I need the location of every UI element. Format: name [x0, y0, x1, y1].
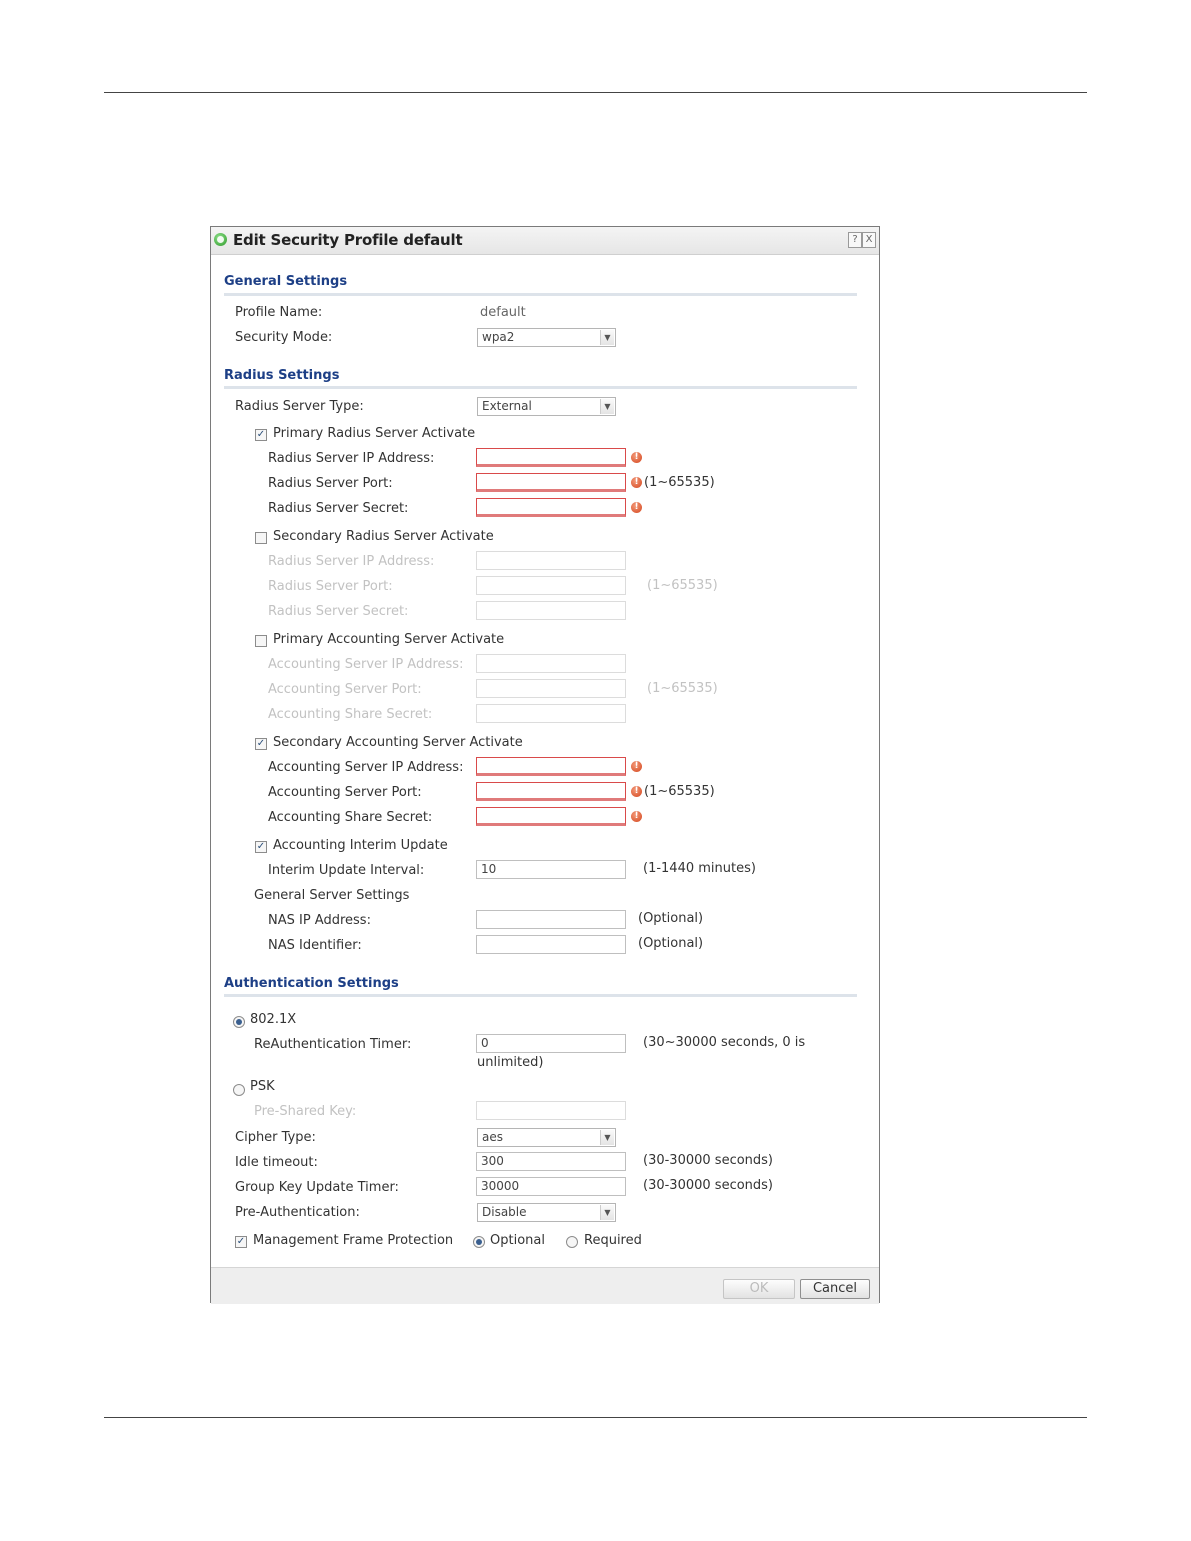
error-icon: !: [631, 452, 642, 463]
primary-accounting-secret-label: Accounting Share Secret:: [268, 707, 433, 722]
group-key-update-timer-label: Group Key Update Timer:: [235, 1180, 399, 1195]
primary-radius-secret-input[interactable]: [476, 498, 626, 517]
error-icon: !: [631, 502, 642, 513]
mfp-optional-radio[interactable]: [473, 1236, 485, 1248]
secondary-accounting-port-input[interactable]: [476, 782, 626, 801]
cipher-type-value: aes: [482, 1130, 503, 1144]
primary-radius-port-input[interactable]: [476, 473, 626, 492]
dot1x-radio[interactable]: [233, 1016, 245, 1028]
primary-radius-activate-checkbox[interactable]: ✓: [256, 429, 266, 440]
nas-ip-optional-hint: (Optional): [638, 911, 704, 926]
accounting-interim-update-label: Accounting Interim Update: [273, 838, 448, 853]
chevron-down-icon: ▼: [600, 1130, 614, 1145]
secondary-radius-activate-checkbox[interactable]: [255, 532, 267, 544]
dialog-footer: [211, 1267, 879, 1304]
error-icon: !: [631, 811, 642, 822]
primary-radius-ip-label: Radius Server IP Address:: [268, 451, 435, 466]
dialog-title: Edit Security Profile default: [233, 231, 463, 249]
secondary-radius-ip-input[interactable]: [476, 551, 626, 570]
radius-server-type-select[interactable]: [477, 397, 616, 416]
idle-timeout-hint: (30-30000 seconds): [643, 1153, 773, 1168]
edit-security-profile-dialog: [210, 226, 880, 1303]
mfp-required-label: Required: [584, 1233, 642, 1248]
edit-icon: [214, 233, 227, 246]
chevron-down-icon: ▼: [600, 330, 614, 345]
security-mode-label: Security Mode:: [235, 330, 333, 345]
pre-shared-key-input[interactable]: [476, 1101, 626, 1120]
group-key-update-timer-hint: (30-30000 seconds): [643, 1178, 773, 1193]
reauthentication-timer-hint: (30~30000 seconds, 0 is: [643, 1035, 806, 1050]
pre-authentication-value: Disable: [482, 1205, 527, 1219]
nas-ip-address-input[interactable]: [476, 910, 626, 929]
nas-identifier-input[interactable]: [476, 935, 626, 954]
management-frame-protection-label: Management Frame Protection: [253, 1233, 454, 1248]
pre-authentication-select[interactable]: [477, 1203, 616, 1222]
secondary-accounting-secret-label: Accounting Share Secret:: [268, 810, 433, 825]
psk-radio[interactable]: [233, 1084, 245, 1096]
primary-accounting-ip-label: Accounting Server IP Address:: [268, 657, 464, 672]
primary-radius-ip-input[interactable]: [476, 448, 626, 467]
primary-radius-secret-label: Radius Server Secret:: [268, 501, 409, 516]
authentication-settings-divider: [224, 994, 857, 997]
secondary-radius-secret-label: Radius Server Secret:: [268, 604, 409, 619]
idle-timeout-label: Idle timeout:: [235, 1155, 318, 1170]
secondary-radius-port-input[interactable]: [476, 576, 626, 595]
chevron-down-icon: ▼: [600, 1205, 614, 1220]
page-top-rule: [104, 92, 1087, 93]
help-icon[interactable]: ?: [848, 232, 862, 248]
radius-settings-heading: Radius Settings: [224, 368, 340, 383]
secondary-accounting-ip-label: Accounting Server IP Address:: [268, 760, 464, 775]
secondary-accounting-ip-input[interactable]: [476, 757, 626, 776]
primary-radius-port-hint: (1~65535): [644, 475, 715, 490]
nas-ip-address-label: NAS IP Address:: [268, 913, 371, 928]
group-key-update-timer-input[interactable]: 30000: [476, 1177, 626, 1196]
cipher-type-select[interactable]: [477, 1128, 616, 1147]
mfp-required-radio[interactable]: [566, 1236, 578, 1248]
authentication-settings-heading: Authentication Settings: [224, 976, 399, 991]
primary-accounting-activate-label: Primary Accounting Server Activate: [273, 632, 505, 647]
psk-label: PSK: [250, 1079, 275, 1094]
radius-server-type-value: External: [482, 399, 532, 413]
radius-settings-divider: [224, 386, 857, 389]
reauthentication-timer-hint-2: unlimited): [477, 1055, 544, 1070]
reauthentication-timer-input[interactable]: 0: [476, 1034, 626, 1053]
general-settings-divider: [224, 293, 857, 296]
primary-radius-activate-label: Primary Radius Server Activate: [273, 426, 476, 441]
ok-button[interactable]: OK: [723, 1279, 795, 1299]
profile-name-label: Profile Name:: [235, 305, 323, 320]
secondary-radius-secret-input[interactable]: [476, 601, 626, 620]
secondary-radius-ip-label: Radius Server IP Address:: [268, 554, 435, 569]
nas-identifier-label: NAS Identifier:: [268, 938, 362, 953]
management-frame-protection-checkbox[interactable]: ✓: [236, 1236, 246, 1247]
dot1x-label: 802.1X: [250, 1012, 297, 1027]
primary-accounting-secret-input[interactable]: [476, 704, 626, 723]
security-mode-select[interactable]: [477, 328, 616, 347]
mfp-optional-label: Optional: [490, 1233, 545, 1248]
secondary-accounting-port-hint: (1~65535): [644, 784, 715, 799]
secondary-radius-port-hint: (1~65535): [647, 578, 718, 593]
general-settings-heading: General Settings: [224, 274, 348, 289]
security-mode-value: wpa2: [482, 330, 515, 344]
profile-name-value: default: [480, 305, 526, 320]
idle-timeout-input[interactable]: 300: [476, 1152, 626, 1171]
secondary-radius-activate-label: Secondary Radius Server Activate: [273, 529, 494, 544]
cipher-type-label: Cipher Type:: [235, 1130, 316, 1145]
accounting-interim-update-checkbox[interactable]: ✓: [256, 841, 266, 852]
dialog-titlebar: [211, 227, 879, 255]
error-icon: !: [631, 477, 642, 488]
error-icon: !: [631, 761, 642, 772]
primary-accounting-ip-input[interactable]: [476, 654, 626, 673]
interim-update-interval-label: Interim Update Interval:: [268, 863, 425, 878]
secondary-accounting-activate-label: Secondary Accounting Server Activate: [273, 735, 523, 750]
interim-update-interval-hint: (1-1440 minutes): [643, 861, 756, 876]
general-server-settings-label: General Server Settings: [254, 888, 410, 903]
pre-shared-key-label: Pre-Shared Key:: [254, 1104, 357, 1119]
close-icon[interactable]: X: [862, 232, 876, 248]
error-icon: !: [631, 786, 642, 797]
secondary-radius-port-label: Radius Server Port:: [268, 579, 393, 594]
interim-update-interval-input[interactable]: 10: [476, 860, 626, 879]
primary-accounting-activate-checkbox[interactable]: [255, 635, 267, 647]
secondary-accounting-port-label: Accounting Server Port:: [268, 785, 422, 800]
radius-server-type-label: Radius Server Type:: [235, 399, 364, 414]
nas-identifier-optional-hint: (Optional): [638, 936, 704, 951]
pre-authentication-label: Pre-Authentication:: [235, 1205, 360, 1220]
page-bottom-rule: [104, 1417, 1087, 1418]
primary-accounting-port-hint: (1~65535): [647, 681, 718, 696]
primary-radius-port-label: Radius Server Port:: [268, 476, 393, 491]
reauthentication-timer-label: ReAuthentication Timer:: [254, 1037, 412, 1052]
secondary-accounting-activate-checkbox[interactable]: ✓: [256, 738, 266, 749]
primary-accounting-port-label: Accounting Server Port:: [268, 682, 422, 697]
cancel-button[interactable]: Cancel: [800, 1279, 870, 1299]
primary-accounting-port-input[interactable]: [476, 679, 626, 698]
chevron-down-icon: ▼: [600, 399, 614, 414]
secondary-accounting-secret-input[interactable]: [476, 807, 626, 826]
